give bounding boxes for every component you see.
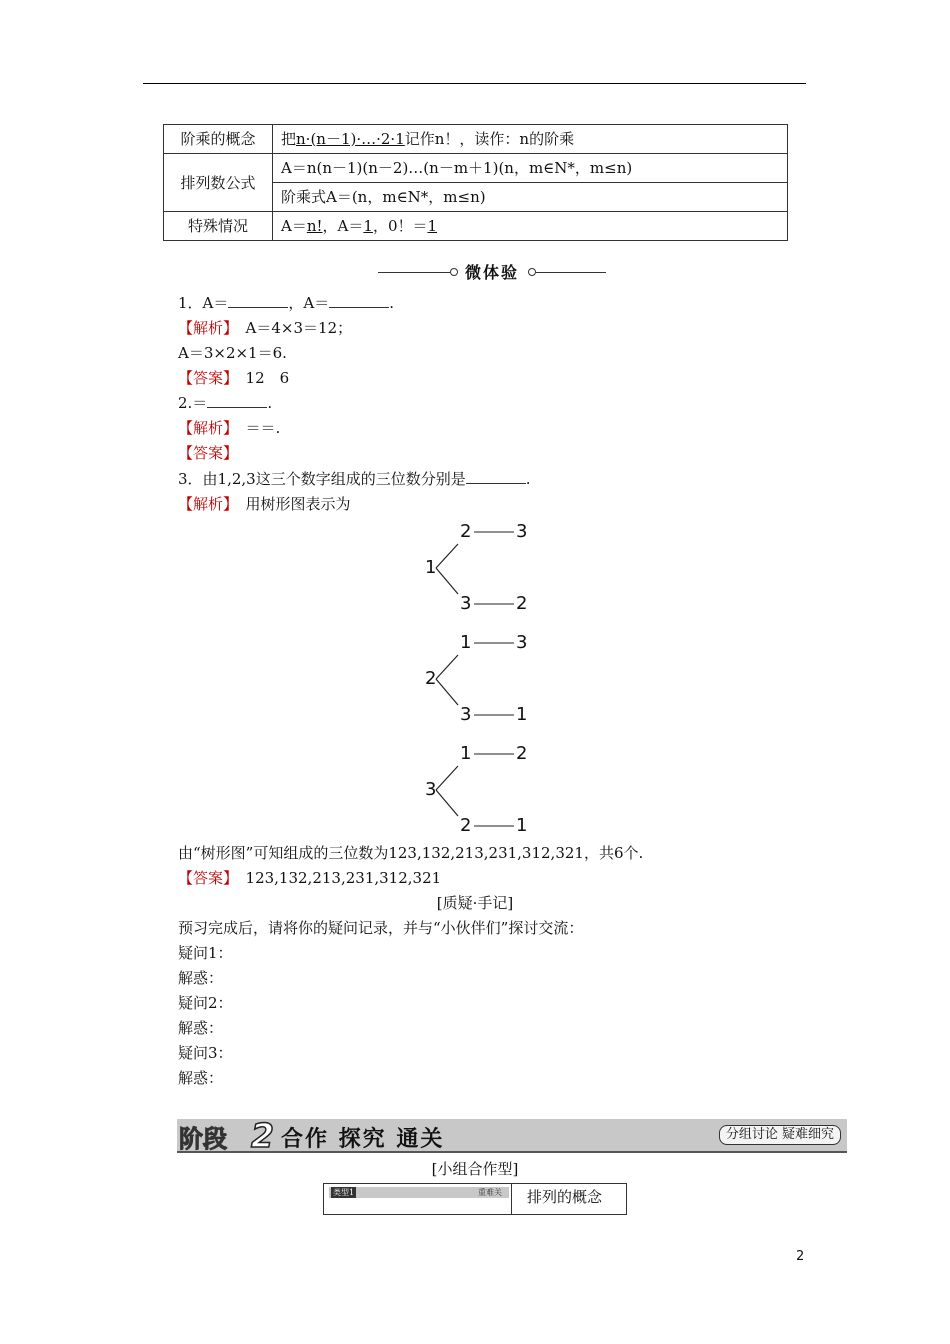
analysis-1-line2: A＝3×2×1＝6.: [178, 344, 287, 362]
tree-node: 3: [460, 593, 472, 614]
factorial-definition: [273, 125, 788, 154]
stage-title: 合作 探究 通关: [281, 1126, 445, 1152]
answer-blank: [329, 295, 389, 308]
text: ＝＝.: [245, 419, 281, 437]
difficulty-tag: 重难关: [478, 1188, 502, 1197]
stage-banner: [177, 1116, 847, 1155]
table-row: [164, 154, 788, 183]
permutation-formula: A＝n(n－1)(n－2)…(n－m＋1)(n，m∈N*，m≤n): [273, 154, 788, 183]
tree-node: 2: [516, 743, 528, 764]
circle-icon: [528, 268, 536, 276]
divider: [378, 272, 450, 273]
answer-3: [178, 867, 441, 889]
text: 1．A＝: [178, 294, 229, 312]
text: ，A＝: [288, 294, 330, 312]
analysis-tag: 【解析】: [178, 419, 231, 437]
note-line: 疑问3：: [178, 1044, 233, 1062]
notes-intro: 预习完成后，请将你的疑问记录，并与“小伙伴们”探讨交流：: [178, 919, 584, 937]
underlined-answer: n!: [306, 217, 323, 235]
text: 123,132,213,231,312,321: [245, 869, 442, 887]
tree-node: 1: [460, 632, 472, 653]
notes-title: [质疑·手记]: [436, 894, 514, 912]
text: ，0！＝: [372, 217, 428, 235]
tree-node: 3: [516, 521, 528, 542]
type-tag: 类型1: [333, 1188, 355, 1197]
answer-tag: 【答案】: [178, 869, 231, 887]
divider: [536, 272, 606, 273]
analysis-tag: 【解析】: [178, 495, 231, 513]
text: 2.＝: [178, 394, 208, 412]
row-label: 排列数公式: [164, 154, 273, 212]
answer-blank: [207, 395, 267, 408]
answer-blank: [466, 471, 526, 484]
tree-diagram: [410, 629, 560, 737]
text: 把: [281, 130, 297, 148]
circle-icon: [450, 268, 458, 276]
tree-diagram: [410, 518, 560, 626]
answer-tag: 【答案】: [178, 444, 239, 462]
note-line: 疑问1：: [178, 944, 233, 962]
text: 记作n！，读作：n的阶乘: [404, 130, 575, 148]
tree-node: 3: [460, 704, 472, 725]
underlined-answer: 1: [363, 217, 373, 235]
page-number: 2: [796, 1249, 805, 1264]
note-line: 疑问2：: [178, 994, 233, 1012]
analysis-3: [178, 493, 351, 515]
tree-node: 1: [516, 815, 528, 836]
tree-node: 2: [460, 815, 472, 836]
text: 3．由1,2,3这三个数字组成的三位数分别是: [178, 470, 466, 488]
text: .: [389, 294, 395, 312]
text: 用树形图表示为: [245, 495, 351, 513]
answer-2: [178, 442, 238, 464]
header-rule: [143, 83, 806, 84]
row-label: 阶乘的概念: [164, 125, 273, 154]
question-1: [178, 292, 394, 314]
section-heading: [378, 260, 606, 284]
tree-node: 1: [516, 704, 528, 725]
note-line: 解惑：: [178, 1069, 224, 1087]
stage-badge: 分组讨论 疑难细究: [719, 1125, 841, 1145]
stage-number: 2: [251, 1116, 274, 1155]
underlined-answer: 1: [427, 217, 438, 235]
analysis-1: [178, 317, 352, 339]
tree-node: 3: [516, 632, 528, 653]
analysis-tag: 【解析】: [178, 319, 231, 337]
tree-node: 2: [460, 521, 472, 542]
special-cases: [273, 212, 788, 241]
type-box: [323, 1183, 627, 1215]
note-line: 解惑：: [178, 1019, 224, 1037]
row-label: 特殊情况: [164, 212, 273, 241]
question-2: [178, 392, 272, 414]
text: 12 6: [245, 369, 290, 387]
text: .: [525, 470, 531, 488]
stage-label: 阶段: [179, 1125, 227, 1153]
section-title: 微体验: [464, 263, 519, 282]
tree-root: 1: [425, 557, 437, 578]
tree-root: 2: [425, 668, 437, 689]
analysis-2: [178, 417, 280, 439]
table-row: [164, 125, 788, 154]
answer-blank: [228, 295, 288, 308]
tree-root: 3: [425, 779, 437, 800]
text: ，A＝: [322, 217, 364, 235]
table-row: [164, 212, 788, 241]
conclusion-text: 由“树形图”可知组成的三位数为123,132,213,231,312,321，共6个.: [178, 844, 644, 862]
definition-table: [163, 124, 788, 241]
tree-node: 1: [460, 743, 472, 764]
answer-tag: 【答案】: [178, 369, 231, 387]
tree-node: 2: [516, 593, 528, 614]
tree-diagram: [410, 740, 560, 848]
note-line: 解惑：: [178, 969, 224, 987]
text: .: [267, 394, 273, 412]
divider: [511, 1184, 512, 1214]
question-3: [178, 468, 531, 490]
text: A＝: [281, 217, 307, 235]
group-title: [小组合作型]: [431, 1160, 519, 1178]
text: A＝4×3＝12；: [245, 319, 353, 337]
factorial-formula: 阶乘式A＝(n，m∈N*，m≤n): [273, 183, 788, 212]
type-name: 排列的概念: [527, 1188, 603, 1206]
underlined-answer: n·(n－1)·…·2·1: [296, 130, 405, 148]
answer-1: [178, 367, 289, 389]
